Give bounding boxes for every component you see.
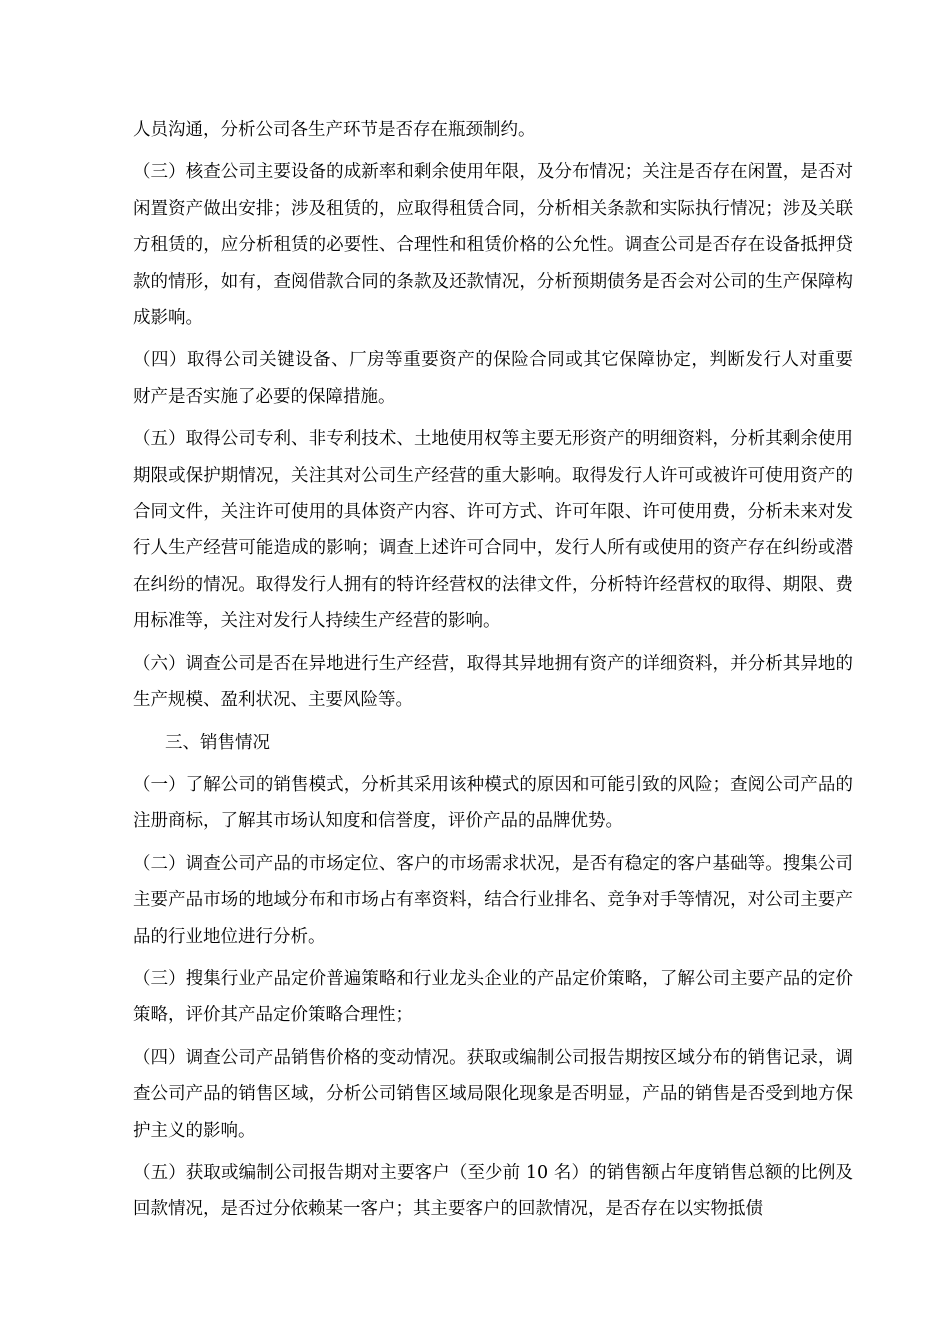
paragraph-sales-item-3: （三）搜集行业产品定价普遍策略和行业龙头企业的产品定价策略，了解公司主要产品的定价策略，评价其产品定价策略合理性；	[133, 968, 853, 1026]
paragraph-sales-item-2: （二）调查公司产品的市场定位、客户的市场需求状况，是否有稳定的客户基础等。搜集公司主要产品市场的地域分布和市场占有率资料，结合行业排名、竞争对手等情况，对公司主要产品的行业地位进行分析。	[133, 853, 853, 947]
paragraph-item-3-equipment: （三）核查公司主要设备的成新率和剩余使用年限，及分布情况；关注是否存在闲置，是否对闲置资产做出安排；涉及租赁的，应取得租赁合同，分析相关条款和实际执行情况；涉及关联方租赁的，应分析租赁的必要性、合理性和租赁价格的公允性。调查公司是否存在设备抵押贷款的情形，如有，查阅借款合同的条款及还款情况，分析预期债务是否会对公司的生产保障构成影响。	[133, 162, 853, 329]
paragraph-item-4-insurance: （四）取得公司关键设备、厂房等重要资产的保险合同或其它保障协定，判断发行人对重要 财产是否实施了必要的保障措施。	[133, 350, 853, 407]
paragraph-sales-item-4: （四）调查公司产品销售价格的变动情况。获取或编制公司报告期按区域分布的销售记录，调查公司产品的销售区域，分析公司销售区域局限化现象是否明显，产品的销售是否受到地方保护主义的影响。	[133, 1047, 853, 1141]
document-body	[133, 112, 853, 1234]
section-heading-sales: 三、销售情况	[165, 732, 270, 753]
paragraph-sales-item-5: （五）获取或编制公司报告期对主要客户（至少前 10 名）的销售额占年度销售总额的比例及回款情况，是否过分依赖某一客户；其主要客户的回款情况，是否存在以实物抵债	[133, 1162, 853, 1220]
paragraph-continuation: 人员沟通，分析公司各生产环节是否存在瓶颈制约。	[133, 120, 536, 140]
paragraph-item-6-remote-operations: （六）调查公司是否在异地进行生产经营，取得其异地拥有资产的详细资料，并分析其异地的生产规模、盈利状况、主要风险等。	[133, 653, 853, 711]
paragraph-sales-item-1: （一）了解公司的销售模式，分析其采用该种模式的原因和可能引致的风险；查阅公司产品的注册商标，了解其市场认知度和信誉度，评价产品的品牌优势。	[133, 774, 853, 832]
paragraph-item-5-intangible-assets: （五）取得公司专利、非专利技术、土地使用权等主要无形资产的明细资料，分析其剩余使用期限或保护期情况，关注其对公司生产经营的重大影响。取得发行人许可或被许可使用资产的合同文件，关注许可使用的具体资产内容、许可方式、许可年限、许可使用费，分析未来对发行人生产经营可能造成的影响；调查上述许可合同中，发行人所有或使用的资产存在纠纷或潜在纠纷的情况。取得发行人拥有的特许经营权的法律文件，分析特许经营权的取得、期限、费用标准等，关注对发行人持续生产经营的影响。	[133, 429, 853, 632]
